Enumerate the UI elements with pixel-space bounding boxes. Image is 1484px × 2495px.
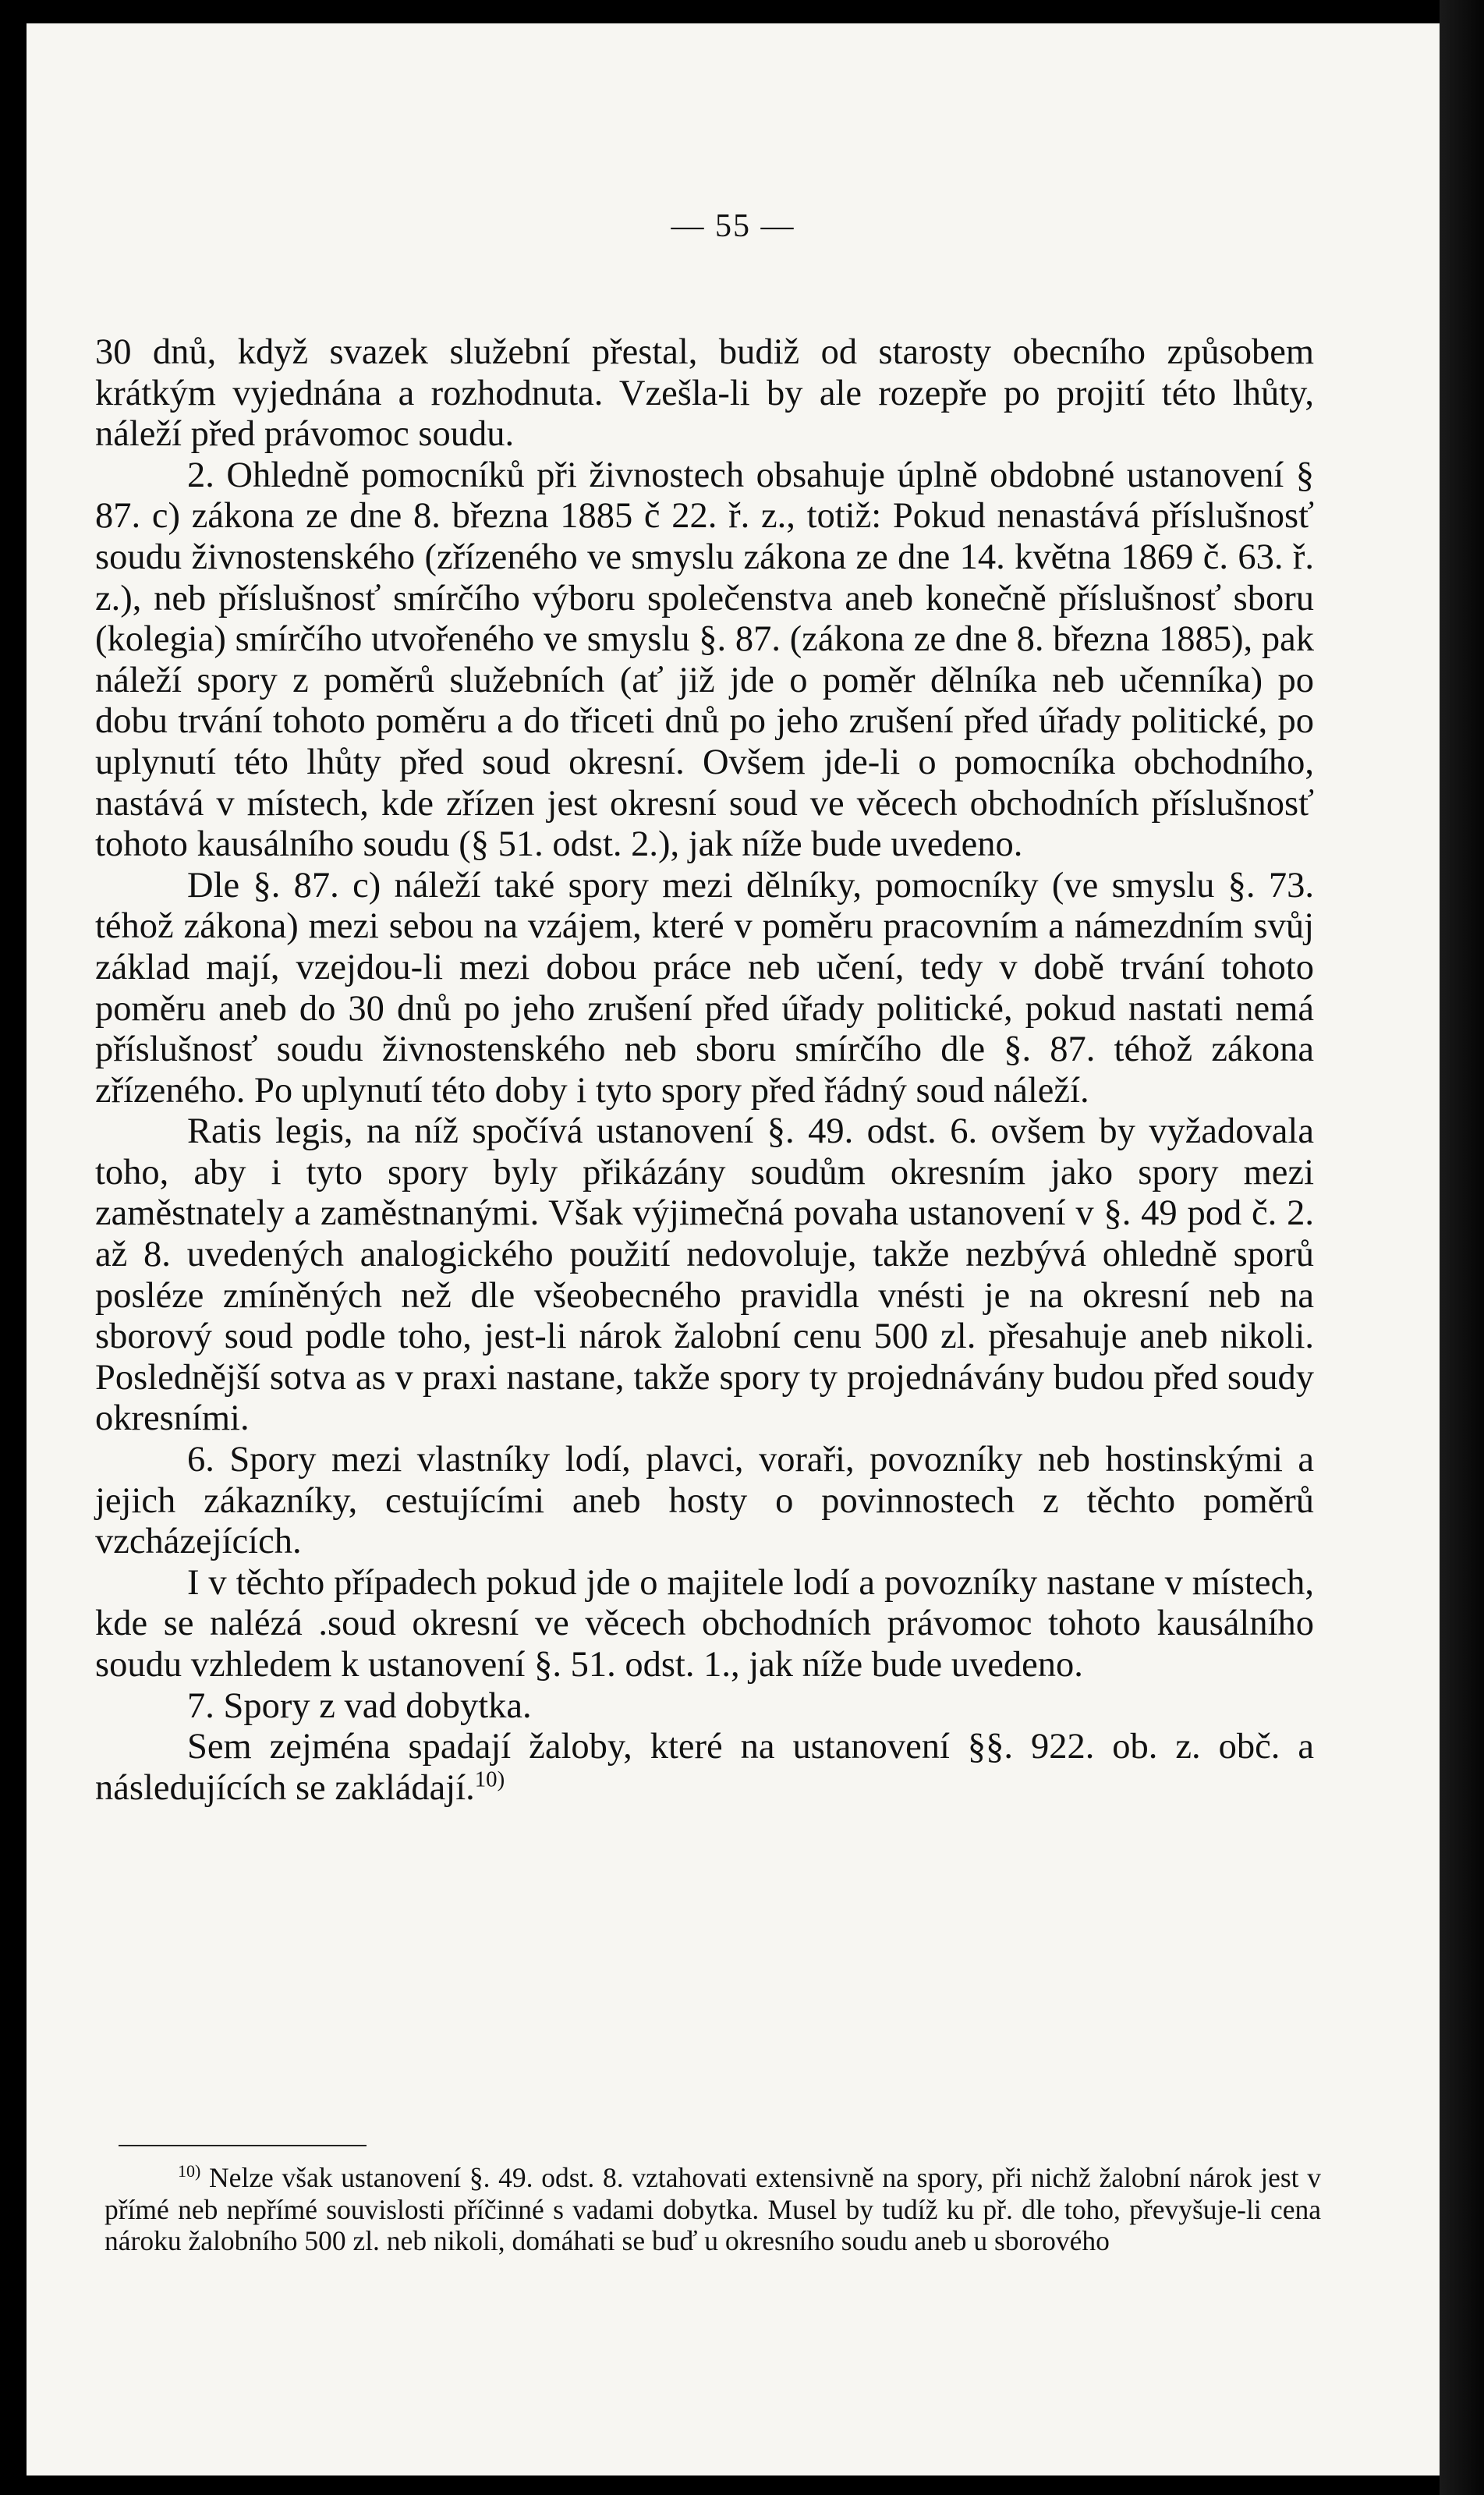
footnote-text: Nelze však ustanovení §. 49. odst. 8. vztahovati extensivně na spory, při nichž žalobní nárok jest v přímé neb nepřímé souvislosti příčinné s vadami dobytka. Musel by tudíž ku př. dle toho, převyšuje-li cena nároku žalobního 500 zl. neb nikoli, domáhati se buď u okresního soudu aneb u sborového <box>104 2162 1322 2256</box>
footnote-area <box>104 2145 1321 2257</box>
footnote-reference: 10) <box>474 1767 505 1792</box>
main-text <box>95 332 1314 1809</box>
footnote-marker: 10) <box>178 2161 201 2181</box>
paragraph: 6. Spory mezi vlastníky lodí, plavci, voraři, povozníky neb hostinskými a jejich zákazníky, cestujícími aneb hosty o povinnostech z těchto poměrů vzcházejících. <box>95 1440 1314 1562</box>
paragraph: I v těchto případech pokud jde o majitele lodí a povozníky nastane v místech, kde se nalézá .soud okresní ve věcech obchodních právomoc tohoto kausálního soudu vzhledem k ustanovení §. 51. odst. 1., jak níže bude uvedeno. <box>95 1562 1314 1685</box>
paragraph-text: Sem zejména spadají žaloby, které na ustanovení §§. 922. ob. z. obč. a následujících se zakládají. <box>95 1727 1314 1808</box>
paragraph-with-note <box>95 1727 1314 1809</box>
paragraph: 30 dnů, když svazek služební přestal, budiž od starosty obecního způsobem krátkým vyjednána a rozhodnuta. Vzešla-li by ale rozepře po projití této lhůty, náleží před právomoc soudu. <box>95 332 1314 455</box>
paragraph: Dle §. 87. c) náleží také spory mezi dělníky, pomocníky (ve smyslu §. 73. téhož zákona) mezi sebou na vzájem, které v poměru pracovním a námezdním svůj základ mají, vzejdou-li mezi dobou práce neb učení, tedy v době trvání tohoto poměru aneb do 30 dnů po jeho zrušení před úřady politické, pokud nastati nemá příslušnosť soudu živnostenského neb sboru smírčího dle §. 87. téhož zákona zřízeného. Po uplynutí této doby i tyto spory před řádný soud náleží. <box>95 865 1314 1111</box>
scan-edge <box>1440 0 1484 2495</box>
footnote-separator <box>119 2145 367 2146</box>
footnote <box>104 2162 1321 2257</box>
paragraph: 2. Ohledně pomocníků při živnostech obsahuje úplně obdobné ustanovení § 87. c) zákona ze dne 8. března 1885 č 22. ř. z., totiž: Pokud nenastává příslušnosť soudu živnostenského (zřízeného ve smyslu zákona ze dne 14. května 1869 č. 63. ř. z.), neb příslušnosť smírčího výboru společenstva aneb konečně příslušnosť sboru (kolegia) smírčího utvořeného ve smyslu §. 87. (zákona ze dne 8. března 1885), pak náleží spory z poměrů služebních (ať již jde o poměr dělníka neb učenníka) po dobu trvání tohoto poměru a do třiceti dnů po jeho zrušení před úřady politické, po uplynutí této lhůty před soud okresní. Ovšem jde-li o pomocníka obchodního, nastává v místech, kde zřízen jest okresní soud ve věcech obchodních příslušnosť tohoto kausálního soudu (§ 51. odst. 2.), jak níže bude uvedeno. <box>95 455 1314 865</box>
paragraph: 7. Spory z vad dobytka. <box>187 1685 532 1726</box>
book-page <box>27 23 1440 2476</box>
page-number: — 55 — <box>671 208 795 244</box>
paragraph: Ratis legis, na níž spočívá ustanovení §. 49. odst. 6. ovšem by vyžadovala toho, aby i tyto spory byly přikázány soudům okresním jako spory mezi zaměstnately a zaměstnanými. Však výjimečná povaha ustanovení v §. 49 pod č. 2. až 8. uvedených analogického použití nedovoluje, takže nezbývá ohledně sporů posléze zmíněných než dle všeobecného pravidla vnésti je na okresní neb na sborový soud podle toho, jest-li nárok žalobní cenu 500 zl. přesahuje aneb nikoli. Poslednější sotva as v praxi nastane, takže spory ty projednávány budou před soudy okresními. <box>95 1111 1314 1439</box>
